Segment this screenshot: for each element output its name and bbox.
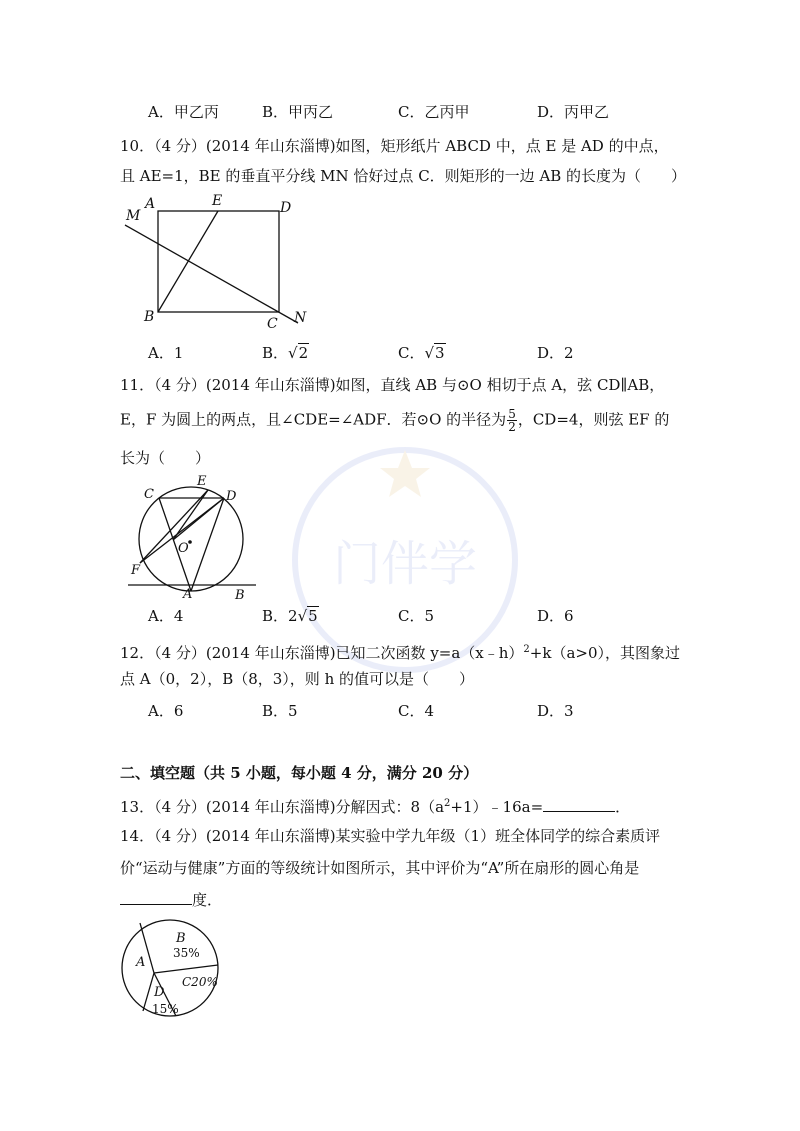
q11-text-line3: 长为（ ） (120, 449, 211, 467)
q14-answer-blank (120, 890, 192, 905)
q14-text-line3: 度． (120, 890, 222, 910)
q9-option-a: A．甲乙丙 (148, 103, 219, 121)
q10-label-a: A (145, 196, 156, 212)
q10-option-a: A．1 (148, 344, 184, 362)
q9-option-c: C．乙丙甲 (398, 103, 470, 121)
q13-text: 13．（4 分）(2014 年山东淄博)分解因式：$8(a^2+1)﹣16a=$ ． (120, 798, 631, 816)
section-heading: 二、填空题（共 5 小题，每小题 4 分，满分 20 分） (120, 764, 479, 782)
q11-label-c: C (144, 487, 154, 502)
q14-text-line1: 14．（4 分）(2014 年山东淄博)某实验中学九年级（1）班全体同学的综合素质评 (120, 827, 661, 845)
q14-pie-label-b-pct: 35% (173, 946, 200, 960)
q10-label-d: D (280, 200, 292, 216)
q11-label-b: B (235, 588, 245, 602)
q11-figure (120, 472, 270, 602)
q13-answer-blank (543, 797, 615, 812)
q14-pie-chart (118, 918, 228, 1022)
q10-figure (120, 190, 320, 335)
q10-option-c: C．√3 (398, 344, 445, 362)
q10-option-d: D．2 (537, 344, 574, 362)
q10-label-c: C (267, 316, 278, 332)
q11-option-c: C．5 (398, 607, 435, 625)
q10-label-n: N (294, 310, 307, 326)
q12-option-b: B．5 (262, 702, 298, 720)
q12-option-d: D．3 (537, 702, 574, 720)
q14-pie-label-a: A (136, 955, 146, 970)
q14-pie-label-d-pct: 15% (152, 1002, 179, 1016)
q11-label-o: O (178, 541, 189, 556)
q11-text-line2: E，F 为圆上的两点，且∠CDE=∠ADF．若⊙O 的半径为 $\frac{5}{2}$ ，CD=4，则弦 EF 的 (120, 407, 670, 434)
q14-pie-label-c: C20% (182, 975, 218, 989)
q12-text-line1: 12．（4 分）(2014 年山东淄博)已知二次函数 y=a（x﹣h）$^2$+k（a>0），其图象过 (120, 644, 681, 662)
q14-pie-label-b: B (176, 931, 186, 946)
q11-text-line1: 11．（4 分）(2014 年山东淄博)如图，直线 AB 与⊙O 相切于点 A，弦 CD∥AB， (120, 376, 665, 394)
q10-label-e: E (212, 193, 223, 209)
q11-option-d: D．6 (537, 607, 574, 625)
q12-text-line2: 点 A（0，2），B（8，3），则 h 的值可以是（ ） (120, 670, 474, 688)
watermark-text: 门伴学 (332, 536, 478, 592)
q9-option-b: B．甲丙乙 (262, 103, 334, 121)
q10-option-b: B．√2 (262, 344, 309, 362)
q10-label-b: B (144, 309, 155, 325)
q10-label-m: M (126, 208, 141, 224)
q10-text-line2: 且 AE=1，BE 的垂直平分线 MN 恰好过点 C．则矩形的一边 AB 的长度为（ ） (120, 167, 687, 185)
q11-label-e: E (197, 474, 207, 489)
q11-label-a: A (183, 587, 193, 602)
q10-text-line1: 10．（4 分）(2014 年山东淄博)如图，矩形纸片 ABCD 中，点 E 是 AD 的中点， (120, 137, 669, 155)
q14-text-line2: 价“运动与健康”方面的等级统计如图所示，其中评价为“A”所在扇形的圆心角是 (120, 859, 640, 877)
q11-option-b: B．2√5 (262, 607, 318, 625)
q14-pie-label-d: D (154, 985, 165, 1000)
q11-label-d: D (226, 489, 237, 504)
q11-option-a: A．4 (148, 607, 184, 625)
q12-option-a: A．6 (148, 702, 184, 720)
q11-radius-fraction: $\frac{5}{2}$ (508, 407, 516, 434)
q11-label-f: F (131, 563, 141, 578)
q9-option-d: D．丙甲乙 (537, 103, 610, 121)
q12-option-c: C．4 (398, 702, 435, 720)
